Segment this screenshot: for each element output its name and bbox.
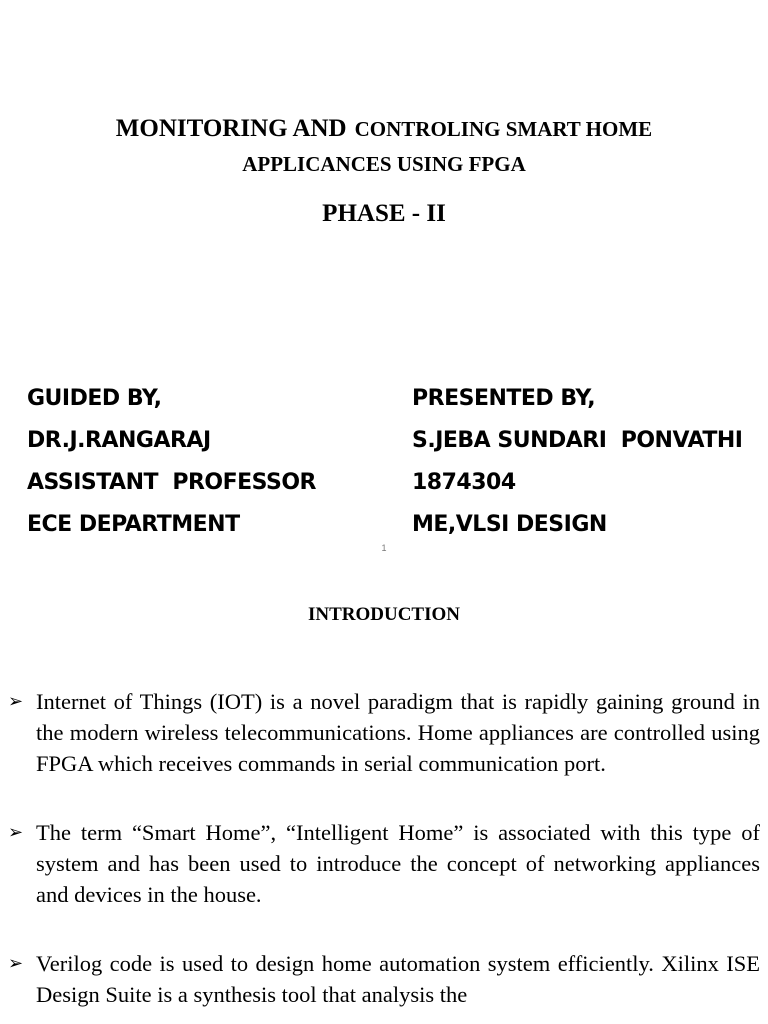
guide-department: ECE DEPARTMENT <box>27 512 240 537</box>
introduction-heading: INTRODUCTION <box>307 604 461 625</box>
presenter-course: ME,VLSI DESIGN <box>412 512 607 537</box>
presenter-heading: PRESENTED BY, <box>412 386 596 411</box>
presentation-title <box>0 110 768 180</box>
guide-designation: ASSISTANT PROFESSOR <box>27 470 316 495</box>
presenter-block <box>412 378 742 546</box>
arrow-bullet-icon: ➢ <box>8 822 24 843</box>
title-line1-part2: CONTROLING SMART HOME <box>354 117 653 141</box>
arrow-bullet-icon: ➢ <box>8 953 24 974</box>
bullet-item <box>0 817 768 910</box>
arrow-bullet-icon: ➢ <box>8 691 24 712</box>
presenter-name: S.JEBA SUNDARI PONVATHI <box>412 428 743 453</box>
page-number: 1 <box>381 543 387 553</box>
bullet-text: Verilog code is used to design home automation system efficiently. Xilinx ISE Design Suite is a synthesis tool that analysis the <box>36 951 760 1007</box>
bullet-item <box>0 686 768 779</box>
phase-label: PHASE - II <box>322 200 446 227</box>
guide-name: DR.J.RANGARAJ <box>27 428 211 453</box>
bullet-text: The term “Smart Home”, “Intelligent Home” is associated with this type of system and has been used to introduce the concept of networking appliances and devices in the house. <box>36 820 760 907</box>
bullet-text: Internet of Things (IOT) is a novel paradigm that is rapidly gaining ground in the modern wireless telecommunications. Home appliances are controlled using FPGA which receives commands in serial communication port. <box>36 689 760 776</box>
bullet-item <box>0 948 768 1010</box>
title-line2: APPLICANCES USING FPGA <box>242 152 526 176</box>
introduction-bullet-list <box>0 686 768 1010</box>
guide-block <box>27 378 316 546</box>
presenter-id: 1874304 <box>412 470 516 495</box>
title-line1-part1: MONITORING AND <box>115 115 347 142</box>
guide-heading: GUIDED BY, <box>27 386 162 411</box>
